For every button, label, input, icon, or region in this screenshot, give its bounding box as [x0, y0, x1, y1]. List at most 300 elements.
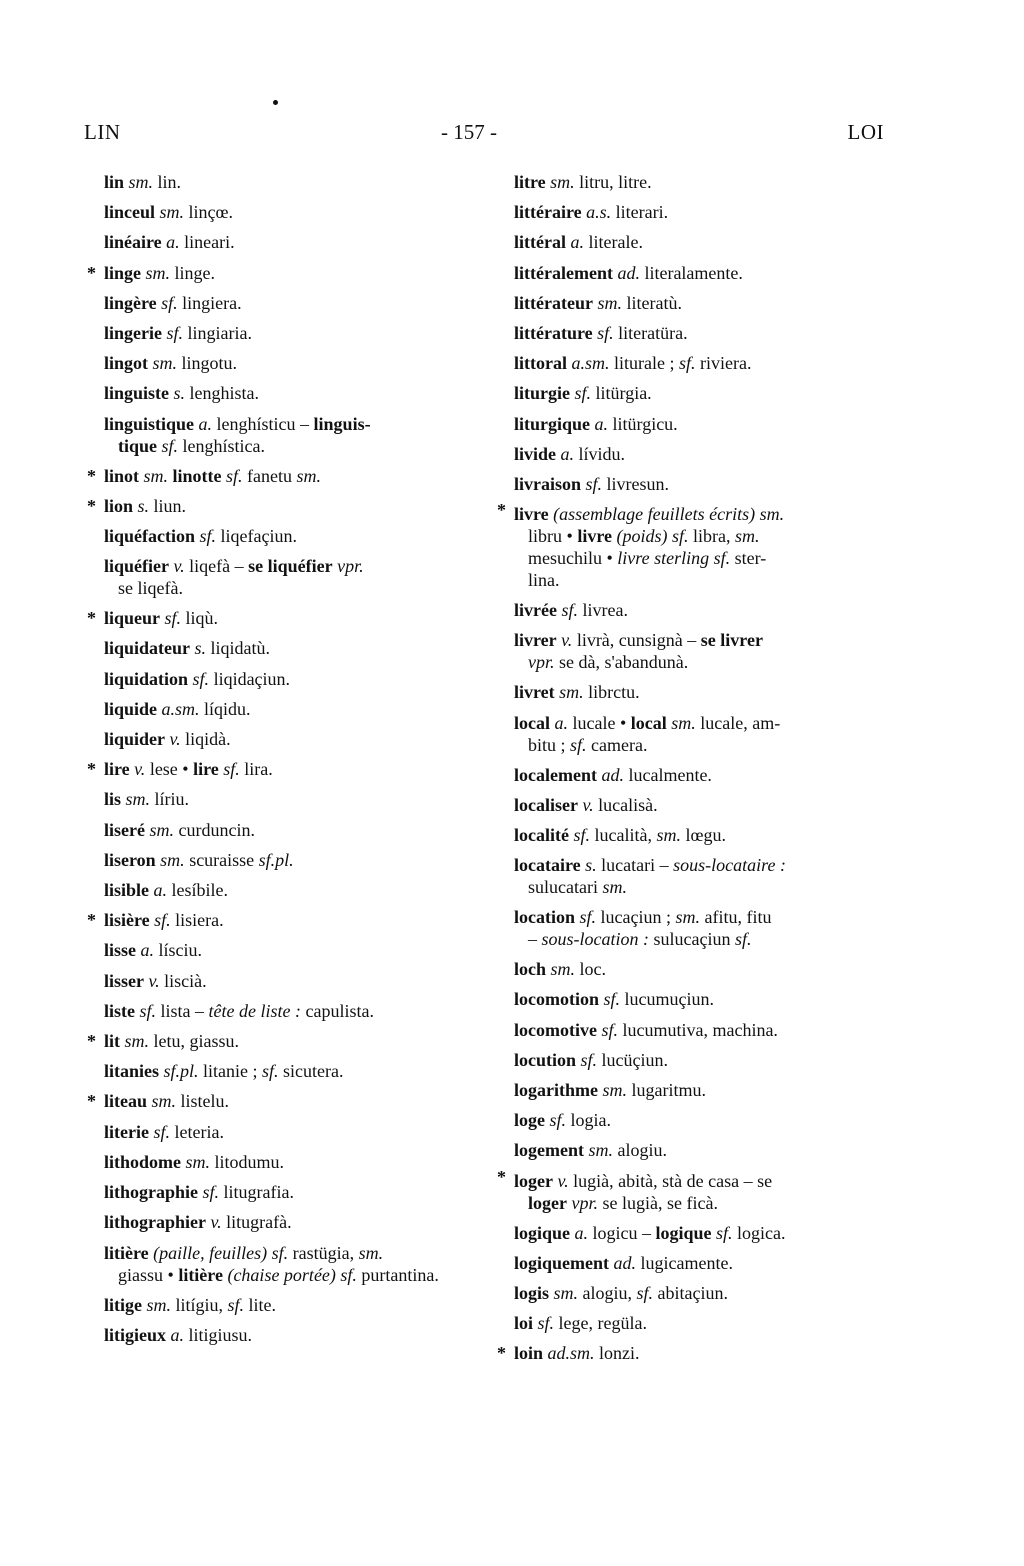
- entry-first-line: [514, 713, 780, 733]
- entry-first-line: [104, 1122, 224, 1142]
- entry-first-line: [104, 263, 215, 283]
- dictionary-entry: [514, 409, 894, 439]
- entry-first-line: [104, 1243, 383, 1263]
- grammar-label: sm.: [553, 1283, 579, 1304]
- grammar-label: vpr.: [528, 652, 555, 673]
- translation: litigiusu.: [188, 1324, 253, 1345]
- translation: lívidu.: [578, 443, 626, 464]
- entry-continuation-line: [104, 577, 484, 599]
- grammar-label: ad.sm.: [547, 1343, 595, 1364]
- headword: linguistique: [104, 413, 195, 434]
- grammar-label: v.: [148, 970, 160, 991]
- entry-first-line: [104, 323, 252, 343]
- grammar-label: sf.: [597, 323, 614, 344]
- headword-secondary: litière: [178, 1264, 223, 1285]
- translation: loc.: [579, 959, 607, 980]
- headword: loi: [514, 1313, 534, 1334]
- translation: lonzi.: [599, 1343, 640, 1364]
- headword: lingère: [104, 292, 157, 313]
- grammar-label: sf.: [154, 910, 171, 931]
- entry-first-line: [514, 293, 682, 313]
- entry-first-line: [104, 880, 228, 900]
- headword: livrer: [514, 630, 557, 651]
- entry-first-line: [514, 1223, 786, 1243]
- dictionary-entry: [104, 694, 484, 724]
- grammar-label: sm.: [550, 172, 575, 192]
- dictionary-entry: [514, 469, 894, 499]
- headword-secondary: linotte: [172, 465, 222, 486]
- translation: lugicamente.: [640, 1252, 733, 1273]
- dictionary-entry: [87, 258, 484, 288]
- grammar-label: sf.: [161, 435, 179, 456]
- headword: lire: [104, 759, 130, 780]
- headword: local: [514, 712, 550, 733]
- translation: letu, giassu.: [153, 1031, 240, 1052]
- translation: leteria.: [174, 1121, 224, 1142]
- dictionary-entry: [87, 461, 484, 491]
- headword: linge: [104, 262, 142, 283]
- page-header: [0, 120, 1024, 150]
- grammar-label: sm.: [145, 262, 171, 283]
- grammar-label: sm.: [602, 1080, 627, 1101]
- dictionary-entry: [514, 625, 894, 677]
- translation: litugrafà.: [226, 1212, 292, 1233]
- translation: litürgicu.: [612, 413, 678, 434]
- translation: lucale •: [572, 712, 627, 733]
- dictionary-entry: [104, 348, 484, 378]
- grammar-label: sm.: [152, 353, 178, 374]
- entry-first-line: [104, 232, 235, 252]
- translation: abitaçiun.: [657, 1283, 729, 1304]
- translation: linge.: [174, 262, 216, 283]
- entry-continuation-line: [514, 928, 894, 950]
- entry-first-line: [514, 172, 652, 192]
- headword: localiser: [514, 794, 578, 815]
- grammar-label: a.: [170, 1324, 184, 1345]
- entry-first-line: [514, 825, 726, 845]
- translation: litru, litre.: [579, 172, 652, 192]
- translation: se dà, s'abandunà.: [559, 652, 689, 673]
- grammar-label: sf.: [226, 465, 243, 486]
- headword: logarithme: [514, 1080, 598, 1101]
- grammar-label: sm.: [358, 1242, 384, 1263]
- dictionary-entry: [104, 1147, 484, 1177]
- translation: lingiera.: [182, 292, 242, 313]
- translation: sulucatari: [528, 877, 598, 898]
- headword: lis: [104, 789, 122, 810]
- grammar-label: sm.: [602, 877, 627, 898]
- headword: liquidateur: [104, 638, 191, 659]
- dictionary-entry: [104, 815, 484, 845]
- grammar-label: sf.: [227, 1294, 245, 1315]
- grammar-label: sf.: [678, 353, 696, 374]
- entry-star-marker: *: [497, 1343, 506, 1364]
- grammar-label: a.: [574, 1222, 589, 1243]
- headword: locomotion: [514, 989, 599, 1010]
- grammar-label: a.: [166, 232, 180, 253]
- translation: liqidà.: [185, 729, 231, 750]
- entry-first-line: [104, 669, 290, 689]
- translation: litürgia.: [595, 383, 652, 404]
- dictionary-entry: [514, 677, 894, 707]
- grammar-label: sous-location :: [541, 929, 649, 950]
- entry-first-line: [514, 1253, 733, 1273]
- grammar-label: sm.: [671, 712, 696, 733]
- grammar-label: sm.: [559, 682, 584, 703]
- headword: liturgique: [514, 413, 591, 434]
- entry-first-line: [104, 1031, 239, 1051]
- entry-first-line: [104, 496, 186, 516]
- entry-first-line: [514, 630, 763, 650]
- grammar-label: sf.pl.: [258, 849, 294, 870]
- headword: liquider: [104, 729, 166, 750]
- entry-first-line: [514, 600, 628, 620]
- headword: locataire: [514, 855, 581, 876]
- translation: se liqefà.: [118, 578, 183, 599]
- dictionary-entry: [104, 378, 484, 408]
- grammar-label: sm.: [128, 172, 154, 192]
- entry-first-line: [104, 1152, 284, 1172]
- headword: lithodome: [104, 1151, 182, 1172]
- dictionary-entry: [104, 409, 484, 461]
- entry-first-line: [104, 466, 321, 486]
- dictionary-entry: [514, 318, 894, 348]
- translation: lisiera.: [175, 910, 224, 931]
- headword: loch: [514, 959, 547, 980]
- dictionary-entry: [104, 724, 484, 754]
- dictionary-entry: [514, 595, 894, 625]
- grammar-label: sf.: [161, 292, 178, 313]
- entry-first-line: [514, 765, 712, 785]
- entry-first-line: [104, 608, 218, 628]
- headword: liquéfaction: [104, 526, 196, 547]
- translation: liturale ;: [614, 353, 675, 374]
- headword: lin: [104, 172, 125, 192]
- right-column: [497, 167, 894, 1369]
- grammar-label: sf.: [561, 600, 578, 621]
- grammar-label: sous-locataire :: [673, 855, 786, 876]
- dictionary-entry: [514, 288, 894, 318]
- entry-continuation-line: [514, 651, 894, 673]
- entry-first-line: [514, 383, 652, 403]
- entry-star-marker: *: [87, 262, 96, 283]
- headword: lit: [104, 1031, 120, 1052]
- translation: lina.: [528, 570, 560, 591]
- entry-star-marker: *: [87, 608, 96, 629]
- grammar-label: sf.: [549, 1110, 567, 1131]
- translation: lœgu.: [685, 825, 726, 846]
- entry-first-line: [104, 1295, 276, 1315]
- translation: lineari.: [184, 232, 235, 253]
- headword: litre: [514, 172, 546, 192]
- entry-first-line: [104, 353, 237, 373]
- translation: logia.: [570, 1110, 612, 1131]
- left-column: [87, 167, 484, 1350]
- headword-secondary: lire: [193, 759, 219, 780]
- grammar-label: a.: [570, 232, 584, 253]
- translation: liun.: [153, 495, 187, 516]
- grammar-label: a.: [140, 940, 155, 961]
- dictionary-entry: [87, 491, 484, 521]
- translation: scuraisse: [189, 849, 255, 870]
- headword: litigieux: [104, 1324, 166, 1345]
- entry-first-line: [104, 556, 364, 576]
- grammar-label: sf.: [202, 1182, 220, 1203]
- grammar-label: sf.: [601, 1019, 618, 1040]
- translation: litodumu.: [214, 1151, 285, 1172]
- translation: lite.: [248, 1294, 277, 1315]
- grammar-label: sm.: [151, 1091, 177, 1112]
- dictionary-entry: [514, 984, 894, 1014]
- grammar-label: sf.: [579, 907, 597, 928]
- translation: livrà, cunsignà –: [576, 630, 697, 651]
- grammar-label: sm.: [149, 819, 174, 840]
- headword: littoral: [514, 353, 567, 374]
- entry-star-marker: *: [87, 910, 96, 931]
- entry-first-line: [104, 971, 207, 991]
- headword: littérature: [514, 323, 593, 344]
- entry-first-line: [104, 759, 273, 779]
- grammar-label: v.: [582, 794, 594, 815]
- translation: capulista.: [305, 1000, 374, 1021]
- dictionary-entry: [514, 1308, 894, 1338]
- entry-first-line: [514, 353, 751, 373]
- grammar-label: vpr.: [571, 1192, 598, 1213]
- entry-first-line: [514, 1140, 667, 1160]
- grammar-label: sf.: [223, 759, 240, 780]
- grammar-label: sf.: [192, 668, 210, 689]
- headword: logique: [514, 1222, 571, 1243]
- grammar-label: sf.: [574, 383, 592, 404]
- headword: lisse: [104, 940, 137, 961]
- dictionary-entry: [514, 167, 894, 197]
- entry-first-line: [104, 414, 371, 434]
- translation: lucumutiva, machina.: [622, 1019, 778, 1040]
- entry-continuation-line: [514, 547, 894, 569]
- grammar-label: sf.: [139, 1000, 157, 1021]
- headword: liquidation: [104, 668, 189, 689]
- headword: locomotive: [514, 1019, 597, 1040]
- dictionary-entry: [514, 1105, 894, 1135]
- headword: lisser: [104, 970, 144, 991]
- headword: littérateur: [514, 292, 593, 313]
- dictionary-entry: [104, 1056, 484, 1086]
- guide-word-last: LOI: [847, 120, 884, 144]
- entry-first-line: [514, 474, 669, 494]
- translation: literale.: [588, 232, 643, 253]
- dictionary-entry: [514, 1135, 894, 1165]
- headword: lisière: [104, 910, 150, 931]
- headword: lion: [104, 495, 134, 516]
- entry-continuation-line: [104, 435, 484, 457]
- translation: libru •: [528, 526, 573, 547]
- headword-secondary: tique: [118, 435, 158, 456]
- headword: logis: [514, 1283, 550, 1304]
- dictionary-entry: [514, 790, 894, 820]
- dictionary-entry: [514, 820, 894, 850]
- dictionary-entry: [104, 318, 484, 348]
- dictionary-entry: [497, 1338, 894, 1368]
- dictionary-entry: [104, 845, 484, 875]
- headword-secondary: loger: [528, 1192, 567, 1213]
- dictionary-entry: [104, 1177, 484, 1207]
- grammar-label: v.: [561, 630, 573, 651]
- entry-first-line: [514, 1343, 640, 1363]
- entry-first-line: [514, 1313, 647, 1333]
- grammar-label: a.: [153, 880, 168, 901]
- grammar-label: sf.: [734, 929, 752, 950]
- dictionary-entry: [104, 227, 484, 257]
- entry-first-line: [514, 1050, 668, 1070]
- translation: librctu.: [588, 682, 640, 703]
- translation: lucalità,: [594, 825, 652, 846]
- translation: lucüçiun.: [601, 1049, 669, 1070]
- entry-continuation-line: [514, 1192, 894, 1214]
- headword: littéraire: [514, 202, 582, 223]
- grammar-label: ad.: [613, 1252, 637, 1273]
- translation: lege, regüla.: [558, 1313, 647, 1334]
- entry-first-line: [514, 907, 772, 927]
- dictionary-entry: [104, 1207, 484, 1237]
- entry-first-line: [514, 959, 606, 979]
- entry-first-line: [514, 263, 743, 283]
- entry-star-marker: *: [87, 495, 96, 516]
- dictionary-entry: [104, 1290, 484, 1320]
- headword: lingot: [104, 353, 149, 374]
- translation: lese •: [149, 759, 189, 780]
- grammar-label: v.: [173, 556, 185, 577]
- grammar-label: sf.: [580, 1049, 598, 1070]
- headword-secondary: se liquéfier: [248, 556, 333, 577]
- headword: livret: [514, 682, 555, 703]
- headword: locution: [514, 1049, 577, 1070]
- translation: sicutera.: [283, 1061, 344, 1082]
- headword-secondary: se livrer: [700, 630, 763, 651]
- translation: linçœ.: [188, 202, 234, 223]
- headword: lisible: [104, 880, 150, 901]
- dictionary-entry: [104, 521, 484, 551]
- dictionary-entry: [514, 1218, 894, 1248]
- entry-star-marker: *: [497, 500, 506, 521]
- headword: literie: [104, 1121, 149, 1142]
- translation: sulucaçiun: [653, 929, 731, 950]
- headword: liseron: [104, 849, 156, 870]
- headword: liseré: [104, 819, 145, 840]
- entry-first-line: [104, 1061, 344, 1081]
- translation: lugià, abità, stà de casa – se: [573, 1170, 773, 1191]
- translation: libra,: [692, 526, 731, 547]
- translation: riviera.: [700, 353, 752, 374]
- translation: lingotu.: [181, 353, 238, 374]
- translation: liqidatù.: [210, 638, 271, 659]
- dictionary-entry: [104, 966, 484, 996]
- headword: localité: [514, 825, 569, 846]
- grammar-label: v.: [134, 759, 146, 780]
- dictionary-entry: [514, 1015, 894, 1045]
- grammar-label: sm.: [588, 1140, 613, 1161]
- headword: logiquement: [514, 1252, 610, 1273]
- headword: livrée: [514, 600, 557, 621]
- entry-first-line: [514, 202, 668, 222]
- entry-continuation-line: [514, 734, 894, 756]
- headword: linot: [104, 465, 140, 486]
- entry-first-line: [514, 444, 625, 464]
- headword: logement: [514, 1140, 584, 1161]
- entry-first-line: [514, 1080, 706, 1100]
- grammar-label: s.: [585, 855, 597, 876]
- grammar-label: sf.: [199, 526, 217, 547]
- entry-first-line: [104, 820, 255, 840]
- grammar-label: s.: [137, 495, 150, 516]
- dictionary-entry: [104, 1238, 484, 1290]
- entry-first-line: [104, 699, 251, 719]
- entry-first-line: [104, 1182, 294, 1202]
- translation: lesíbile.: [171, 880, 229, 901]
- translation: lucaçiun ;: [600, 907, 671, 928]
- grammar-label: ad.: [617, 262, 640, 283]
- grammar-label: sm.: [146, 1294, 172, 1315]
- translation: purtantina.: [361, 1264, 439, 1285]
- translation: lira.: [244, 759, 273, 780]
- grammar-label: sm.: [675, 907, 701, 928]
- headword: liste: [104, 1000, 135, 1021]
- grammar-label: sf.: [585, 474, 603, 495]
- guide-word-first: LIN: [84, 120, 121, 144]
- translation: logicu –: [592, 1222, 652, 1243]
- grammar-label: tête de liste :: [208, 1000, 301, 1021]
- entry-first-line: [104, 638, 270, 658]
- entry-continuation-line: [514, 569, 894, 591]
- translation: liqidaçiun.: [213, 668, 291, 689]
- grammar-label: v.: [557, 1170, 569, 1191]
- entry-star-marker: *: [87, 1031, 96, 1052]
- translation: liscià.: [164, 970, 207, 991]
- translation: liqefà –: [189, 556, 244, 577]
- translation: lucalisà.: [598, 794, 658, 815]
- headword: loin: [514, 1343, 544, 1364]
- dictionary-entry: [104, 875, 484, 905]
- dictionary-entry: [514, 348, 894, 378]
- translation: lingiaria.: [187, 323, 252, 344]
- translation: lin.: [157, 172, 182, 192]
- entry-first-line: [514, 232, 643, 252]
- grammar-label: sf.: [716, 1222, 733, 1243]
- grammar-label: sf.: [262, 1061, 279, 1082]
- dictionary-entry: [104, 197, 484, 227]
- translation: logica.: [737, 1222, 786, 1243]
- dictionary-entry: [104, 633, 484, 663]
- translation: livrea.: [582, 600, 628, 621]
- grammar-label: sm.: [597, 292, 622, 313]
- headword: litanies: [104, 1061, 160, 1082]
- translation: se lugià, se ficà.: [602, 1192, 718, 1213]
- entry-first-line: [104, 910, 224, 930]
- dictionary-entry: [104, 664, 484, 694]
- dictionary-entry: [104, 167, 484, 197]
- dictionary-entry: [514, 258, 894, 288]
- translation: literatüra.: [618, 323, 688, 344]
- dictionary-entry: [104, 288, 484, 318]
- grammar-label: ad.: [601, 764, 624, 785]
- translation: lugaritmu.: [631, 1080, 706, 1101]
- grammar-label: sm.: [734, 526, 760, 547]
- translation: lenghista.: [189, 383, 260, 404]
- dictionary-entry: [514, 850, 894, 902]
- translation: literari.: [615, 202, 669, 223]
- translation: fanetu: [247, 465, 293, 486]
- grammar-label: s.: [173, 383, 186, 404]
- grammar-label: livre sterling sf.: [617, 548, 731, 569]
